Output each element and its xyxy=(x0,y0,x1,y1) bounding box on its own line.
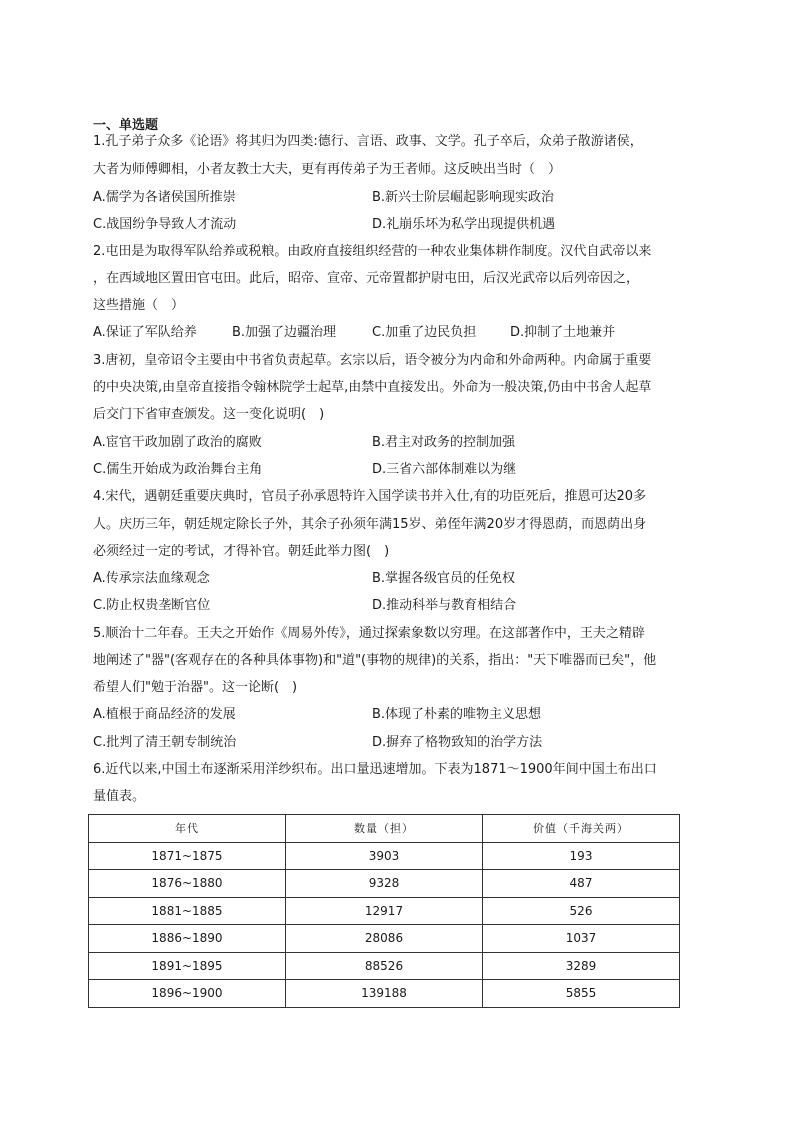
section-title: 一、单选题 xyxy=(93,118,159,133)
q5-stem-line-1: 5.顺治十二年春。王夫之开始作《周易外传》，通过探索象数以穷理。在这部著作中，王夫之精辟 xyxy=(93,626,645,641)
cell-quantity: 28086 xyxy=(286,925,483,953)
q3-option-c[interactable]: C.儒生开始成为政治舞台主角 xyxy=(93,462,263,477)
table-row xyxy=(89,952,680,980)
q2-stem-line-2: ，在西域地区置田官屯田。此后，昭帝、宣帝、元帝置都护尉屯田，后汉光武帝以后列帝因之， xyxy=(93,271,640,286)
table-row xyxy=(89,925,680,953)
q6-stem-line-1: 6.近代以来,中国土布逐渐采用洋纱织布。出口量迅速增加。下表为1871～1900年间中国土布出口 xyxy=(93,762,657,777)
q5-option-b[interactable]: B.体现了朴素的唯物主义思想 xyxy=(372,707,542,722)
q4-option-c[interactable]: C.防止权贵垄断官位 xyxy=(93,598,211,613)
cell-period: 1876~1880 xyxy=(89,870,286,898)
table-row xyxy=(89,980,680,1008)
q5-stem-line-3: 希望人们"勉于治器"。这一论断( ) xyxy=(93,680,298,695)
q5-option-a[interactable]: A.植根于商品经济的发展 xyxy=(93,707,236,722)
cell-quantity: 88526 xyxy=(286,952,483,980)
q3-option-d[interactable]: D.三省六部体制难以为继 xyxy=(372,462,517,477)
cell-period: 1881~1885 xyxy=(89,897,286,925)
q3-stem-line-1: 3.唐初，皇帝诏令主要由中书省负责起草。玄宗以后，语令被分为内命和外命两种。内命属于重要 xyxy=(93,353,652,368)
cell-quantity: 9328 xyxy=(286,870,483,898)
q3-stem-line-2: 的中央决策,由皇帝直接指令翰林院学士起草,由禁中直接发出。外命为一般决策,仍由中书舍人起草 xyxy=(93,380,652,395)
q4-option-b[interactable]: B.掌握各级官员的任免权 xyxy=(372,571,516,586)
q2-option-b[interactable]: B.加强了边疆治理 xyxy=(232,325,337,340)
cell-period: 1896~1900 xyxy=(89,980,286,1008)
header-quantity: 数量（担） xyxy=(286,815,483,843)
cell-value: 487 xyxy=(483,870,680,898)
cell-period: 1891~1895 xyxy=(89,952,286,980)
q1-stem-line-2: 大者为师傅卿相，小者友教士大夫，更有再传弟子为王者师。这反映出当时（ ） xyxy=(93,162,562,177)
q5-option-c[interactable]: C.批判了清王朝专制统治 xyxy=(93,735,237,750)
cell-period: 1871~1875 xyxy=(89,842,286,870)
q4-stem-line-1: 4.宋代，遇朝廷重要庆典时，官员子孙承恩特许入国学读书并入仕,有的功臣死后，推恩可达20多 xyxy=(93,489,647,504)
q2-option-c[interactable]: C.加重了边民负担 xyxy=(372,325,477,340)
q1-option-a[interactable]: A.儒学为各诸侯国所推崇 xyxy=(93,190,236,205)
q3-option-a[interactable]: A.宦官干政加剧了政治的腐败 xyxy=(93,435,262,450)
cell-value: 5855 xyxy=(483,980,680,1008)
q2-option-d[interactable]: D.抑制了土地兼并 xyxy=(510,325,616,340)
q4-stem-line-2: 人。庆历三年，朝廷规定除长子外，其余子孙须年满15岁、弟侄年满20岁才得恩荫，而恩荫出身 xyxy=(93,517,647,532)
q3-stem-line-3: 后交门下省审查颁发。这一变化说明( ) xyxy=(93,407,325,422)
header-value: 价值（千海关两） xyxy=(483,815,680,843)
table-row xyxy=(89,897,680,925)
cell-quantity: 139188 xyxy=(286,980,483,1008)
cell-period: 1886~1890 xyxy=(89,925,286,953)
cell-quantity: 3903 xyxy=(286,842,483,870)
export-data-table xyxy=(88,814,680,1008)
cell-value: 1037 xyxy=(483,925,680,953)
cell-value: 193 xyxy=(483,842,680,870)
q1-stem-line-1: 1.孔子弟子众多《论语》将其归为四类:德行、言语、政事、文学。孔子卒后，众弟子散游诸侯， xyxy=(93,134,643,149)
q5-stem-line-2: 地阐述了"器"(客观存在的各种具体事物)和"道"(事物的规律)的关系，指出："天下唯器而已矣"，他 xyxy=(93,653,657,668)
q2-stem-line-1: 2.屯田是为取得军队给养或税粮。由政府直接组织经营的一种农业集体耕作制度。汉代自武帝以来 xyxy=(93,244,652,259)
q1-option-c[interactable]: C.战国纷争导致人才流动 xyxy=(93,217,237,232)
table-row xyxy=(89,842,680,870)
q4-option-d[interactable]: D.推动科举与教育相结合 xyxy=(372,598,517,613)
q1-option-d[interactable]: D.礼崩乐坏为私学出现提供机遇 xyxy=(372,217,556,232)
table-header-row xyxy=(89,815,680,843)
cell-quantity: 12917 xyxy=(286,897,483,925)
q2-option-a[interactable]: A.保证了军队给养 xyxy=(93,325,197,340)
header-period: 年代 xyxy=(89,815,286,843)
cell-value: 3289 xyxy=(483,952,680,980)
q4-option-a[interactable]: A.传承宗法血缘观念 xyxy=(93,571,210,586)
q3-option-b[interactable]: B.君主对政务的控制加强 xyxy=(372,435,516,450)
q2-stem-line-3: 这些措施（ ） xyxy=(93,298,185,313)
q6-stem-line-2: 量值表。 xyxy=(93,789,146,804)
q5-option-d[interactable]: D.摒弃了格物致知的治学方法 xyxy=(372,735,543,750)
q1-option-b[interactable]: B.新兴士阶层崛起影响现实政治 xyxy=(372,190,555,205)
q4-stem-line-3: 必须经过一定的考试，才得补官。朝廷此举力图( ) xyxy=(93,544,390,559)
cell-value: 526 xyxy=(483,897,680,925)
table-row xyxy=(89,870,680,898)
